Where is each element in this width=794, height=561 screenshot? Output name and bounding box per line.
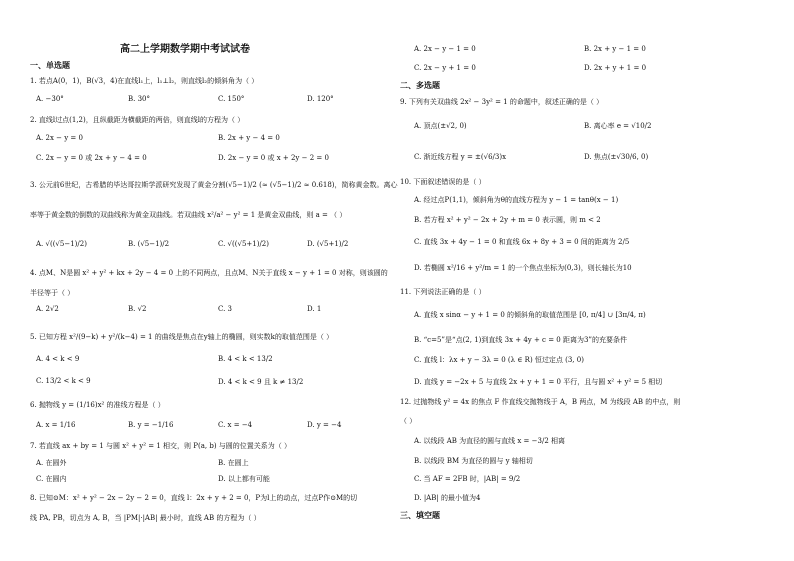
q3-option-d: D. (√5+1)/2: [307, 240, 349, 248]
q6-option-a: A. x = 1/16: [36, 421, 76, 429]
q2-option-b: B. 2x + y − 4 = 0: [218, 134, 280, 142]
question-12: 12. 过抛物线 y² = 4x 的焦点 F 作直线交抛物线于 A，B 两点，M 为线段 AB 的中点，则: [400, 398, 681, 406]
question-3: 3. 公元前6世纪，古希腊的毕达哥拉斯学派研究发现了黄金分割(√5−1)/2 (≈ (√5−1)/2 ≈ 0.618)，简称黄金数。离心: [30, 181, 398, 189]
q12-option-b: B. 以线段 BM 为直径的圆与 y 轴相切: [414, 457, 533, 465]
q5-option-b: B. 4 < k < 13/2: [218, 355, 273, 363]
q11-option-d: D. 直线 y = −2x + 5 与直线 2x + y + 1 = 0 平行，且与圆 x² + y² = 5 相切: [414, 378, 663, 386]
q8-option-a: A. 2x − y − 1 = 0: [414, 45, 476, 53]
q2-option-d: D. 2x − y = 0 或 x + 2y − 2 = 0: [218, 154, 329, 162]
q7-option-c: C. 在圆内: [36, 475, 67, 483]
page-title: 高二上学期数学期中考试试卷: [120, 44, 250, 55]
question-11: 11. 下列说法正确的是（ ）: [400, 288, 486, 296]
q6-option-b: B. y = −1/16: [128, 421, 174, 429]
q9-option-b: B. 离心率 e = √10/2: [584, 122, 652, 130]
q4-option-c: C. 3: [218, 305, 233, 313]
q11-option-a: A. 直线 x sinα − y + 1 = 0 的倾斜角的取值范围是 [0, π/4] ∪ [3π/4, π): [414, 311, 646, 319]
question-1: 1. 若点A(0，1)，B(√3，4)在直线l₁上，l₁⊥l₂，则直线l₂的倾斜角为（ ）: [30, 77, 259, 85]
question-12-cont: （ ）: [400, 417, 417, 425]
q6-option-d: D. y = −4: [307, 421, 342, 429]
q2-option-a: A. 2x − y = 0: [36, 134, 83, 142]
section-heading: 一、单选题: [30, 61, 70, 70]
q1-option-b: B. 30°: [128, 95, 151, 103]
q8-option-b: B. 2x + y − 1 = 0: [584, 45, 646, 53]
q3-option-a: A. √((√5−1)/2): [36, 240, 87, 248]
q5-option-a: A. 4 < k < 9: [36, 355, 80, 363]
question-5: 5. 已知方程 x²/(9−k) + y²/(k−4) = 1 的曲线是焦点在y轴上的椭圆，则实数k的取值范围是（ ）: [30, 333, 334, 341]
q7-option-d: D. 以上都有可能: [218, 475, 270, 483]
q12-option-c: C. 当 AF = 2FB 时，|AB| = 9/2: [414, 475, 521, 483]
question-8-cont: 线 PA, PB，切点为 A, B，当 |PM|·|AB| 最小时，直线 AB 的方程为（ ）: [30, 514, 261, 522]
q10-option-b: B. 若方程 x² + y² − 2x + 2y + m = 0 表示圆，则 m < 2: [414, 216, 601, 224]
question-3-cont: 率等于黄金数的倒数的双曲线称为黄金双曲线。若双曲线 x²/a² − y² = 1 是黄金双曲线，则 a = （ ）: [30, 211, 347, 219]
q5-option-d: D. 4 < k < 9 且 k ≠ 13/2: [218, 378, 304, 386]
q9-option-c: C. 渐近线方程 y = ±(√6/3)x: [414, 153, 507, 161]
q6-option-c: C. x = −4: [218, 421, 253, 429]
right-column: [400, 0, 770, 561]
question-2: 2. 直线l过点(1,2)，且纵截距为横截距的两倍，则直线l的方程为（ ）: [30, 116, 245, 124]
q12-option-a: A. 以线段 AB 为直径的圆与直线 x = −3/2 相离: [414, 437, 565, 445]
question-6: 6. 抛物线 y = (1/16)x² 的准线方程是（ ）: [30, 401, 165, 409]
q8-option-d: D. 2x + y + 1 = 0: [584, 64, 647, 72]
question-4: 4. 点M、N是圆 x² + y² + kx + 2y − 4 = 0 上的不同两点，且点M、N关于直线 x − y + 1 = 0 对称，则该圆的: [30, 269, 388, 277]
question-4-cont: 半径等于（ ）: [30, 289, 75, 297]
q9-option-a: A. 顶点(±√2, 0): [414, 122, 467, 130]
q3-option-c: C. √((√5+1)/2): [218, 240, 269, 248]
q5-option-c: C. 13/2 < k < 9: [36, 377, 91, 385]
q3-option-b: B. (√5−1)/2: [128, 240, 170, 248]
q10-option-c: C. 直线 3x + 4y − 1 = 0 和直线 6x + 8y + 3 = 0 间的距离为 2/5: [414, 238, 630, 246]
q4-option-a: A. 2√2: [36, 305, 59, 313]
q1-option-d: D. 120°: [307, 95, 334, 103]
question-8: 8. 已知⊙M：x² + y² − 2x − 2y − 2 = 0，直线 l：2x + y + 2 = 0，P为l上的动点，过点P作⊙M的切: [30, 494, 358, 502]
q10-option-a: A. 经过点P(1,1)，倾斜角为θ的直线方程为 y − 1 = tanθ(x − 1): [414, 196, 619, 204]
q10-option-d: D. 若椭圆 x²/16 + y²/m = 1 的一个焦点坐标为(0,3)，则长轴长为10: [414, 264, 632, 272]
q7-option-a: A. 在圆外: [36, 459, 67, 467]
q7-option-b: B. 在圆上: [218, 459, 249, 467]
left-column: [30, 0, 398, 561]
question-7: 7. 若直线 ax + by = 1 与圆 x² + y² = 1 相交，则 P(a, b) 与圆的位置关系为（ ）: [30, 442, 291, 450]
section-heading: 三、填空题: [400, 511, 440, 520]
q1-option-c: C. 150°: [218, 95, 245, 103]
q11-option-b: B. “c=5”是“点(2, 1)到直线 3x + 4y + c = 0 距离为3”的充要条件: [414, 336, 628, 344]
question-10: 10. 下面叙述错误的是（ ）: [400, 178, 486, 186]
q1-option-a: A. −30°: [36, 95, 64, 103]
question-9: 9. 下列有关双曲线 2x² − 3y² = 1 的命题中，叙述正确的是（ ）: [400, 98, 604, 106]
q9-option-d: D. 焦点(±√30/6, 0): [584, 153, 649, 161]
q12-option-d: D. |AB| 的最小值为4: [414, 494, 481, 502]
q4-option-d: D. 1: [307, 305, 322, 313]
q2-option-c: C. 2x − y = 0 或 2x + y − 4 = 0: [36, 154, 147, 162]
section-heading: 二、多选题: [400, 81, 440, 90]
q11-option-c: C. 直线 l：λx + y − 3λ = 0 (λ ∈ R) 恒过定点 (3, 0): [414, 356, 584, 364]
q8-option-c: C. 2x − y + 1 = 0: [414, 64, 476, 72]
q4-option-b: B. √2: [128, 305, 147, 313]
